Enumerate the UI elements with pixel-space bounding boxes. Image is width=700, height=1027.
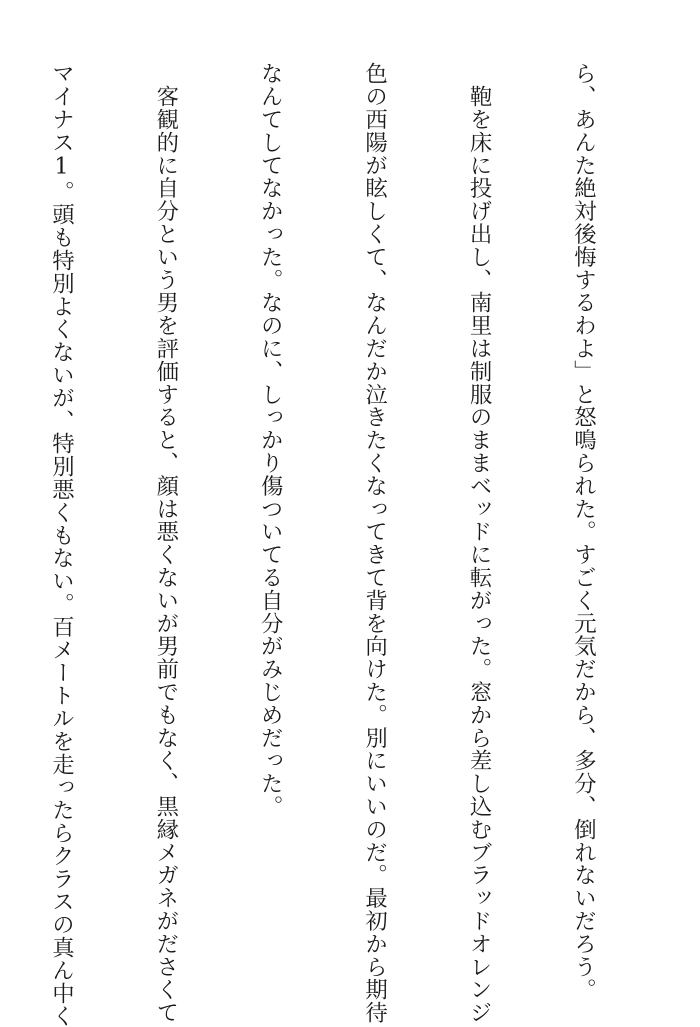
vertical-text-block — [0, 62, 670, 1027]
text-line: なんてしてなかった。なのに、しっかり傷ついてる自分がみじめだった。 — [257, 62, 284, 818]
text-line: 鞄を床に投げ出し、南里は制服のままベッドに転がった。窓から差し込むブラッドオレンジ — [466, 62, 493, 1024]
text-line: 客観的に自分という男を評価すると、顔は悪くないが男前でもなく、黒縁メガネがださくて — [152, 62, 179, 1024]
text-line: ら、あんた絶対後悔するわよ」と怒鳴られた。すごく元気だから、多分、倒れないだろう。 — [570, 62, 597, 1001]
text-line: マイナス1。頭も特別よくないが、特別悪くもない。百メートルを走ったらクラスの真ん中く — [48, 62, 75, 1027]
text-line: 色の西陽が眩しくて、なんだか泣きたくなってきて背を向けた。別にいいのだ。最初から期待 — [361, 62, 388, 1024]
